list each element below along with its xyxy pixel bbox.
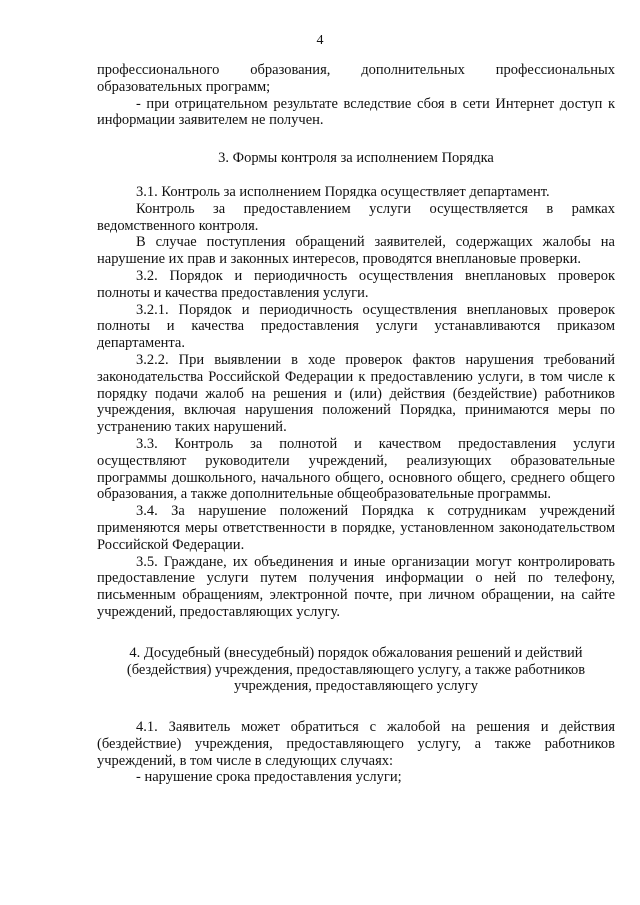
- continuation-line: образовательных программ;: [97, 78, 271, 95]
- section-heading-line: 4. Досудебный (внесудебный) порядок обжалования решений и действий: [129, 644, 583, 661]
- paragraph: 3.3. Контроль за полнотой и качеством предоставления услуги осуществляют руководители учреждений, реализующих образовательные программы дошкольного, начального общего, основного общего, среднего общего образования, а также дополнительные общеобразовательные программы.: [97, 435, 615, 503]
- document-body: [97, 62, 615, 786]
- list-item: - нарушение срока предоставления услуги;: [136, 769, 402, 786]
- paragraph: 3.4. За нарушение положений Порядка к сотрудникам учреждений применяются меры ответственности в порядке, установленном законодательством Российской Федерации.: [97, 503, 615, 553]
- paragraph: 4.1. Заявитель может обратиться с жалобой на решения и действия (бездействие) учреждения, предоставляющего услугу, а также работников учреждений, в том числе в следующих случаях:: [97, 719, 615, 769]
- page-number: 4: [316, 33, 324, 48]
- paragraph: 3.1. Контроль за исполнением Порядка осуществляет департамент.: [136, 183, 550, 200]
- section-heading-line: (бездействия) учреждения, предоставляющего услугу, а также работников: [126, 661, 586, 678]
- paragraph: 3.5. Граждане, их объединения и иные организации могут контролировать предоставление услуги путем получения информации о ней по телефону, письменным обращениям, электронной почте, при личном обращении, на сайте учреждений, предоставляющих услугу.: [97, 553, 615, 620]
- continuation-line: профессионального образования, дополнительных профессиональных: [97, 62, 615, 78]
- list-item: - при отрицательном результате вследствие сбоя в сети Интернет доступ к информации заявителем не получен.: [97, 95, 615, 129]
- section-heading: 3. Формы контроля за исполнением Порядка: [218, 150, 494, 167]
- paragraph: 3.2.2. При выявлении в ходе проверок фактов нарушения требований законодательства Российской Федерации к предоставлению услуги, в том числе к порядку подачи жалоб на решения и (или) действия (бездействие) работников учреждения, включая нарушения положений Порядка, принимаются меры по устранению таких нарушений.: [97, 351, 615, 436]
- paragraph: 3.2. Порядок и периодичность осуществления внеплановых проверок полноты и качества предоставления услуги.: [97, 267, 615, 301]
- paragraph: В случае поступления обращений заявителей, содержащих жалобы на нарушение их прав и законных интересов, проводятся внеплановые проверки.: [97, 234, 615, 268]
- paragraph: Контроль за предоставлением услуги осуществляется в рамках ведомственного контроля.: [97, 200, 615, 234]
- paragraph: 3.2.1. Порядок и периодичность осуществления внеплановых проверок полноты и качества предоставления услуги устанавливаются приказом департамента.: [97, 301, 615, 352]
- section-heading-line: учреждения, предоставляющего услугу: [234, 678, 478, 695]
